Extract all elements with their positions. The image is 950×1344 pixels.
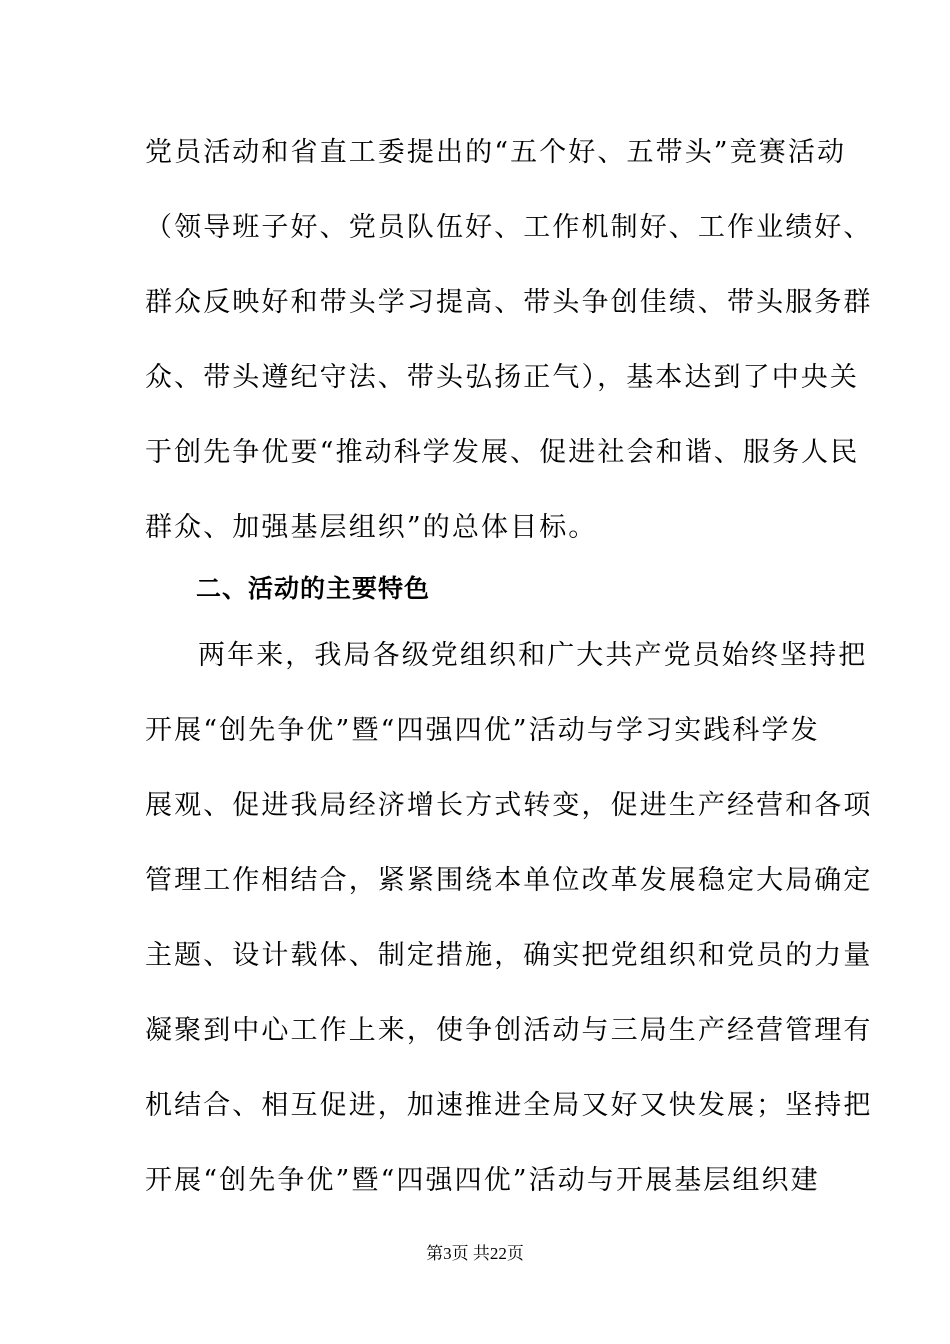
paragraph-line: 凝聚到中心工作上来，使争创活动与三局生产经营管理有 <box>145 1015 873 1046</box>
section-heading: 二、活动的主要特色 <box>196 574 431 603</box>
paragraph-line: 于创先争优要“推动科学发展、促进社会和谐、服务人民 <box>145 437 860 468</box>
paragraph-line: （领导班子好、党员队伍好、工作机制好、工作业绩好、 <box>145 212 873 243</box>
paragraph-line: 群众、加强基层组织”的总体目标。 <box>145 512 598 543</box>
paragraph-line: 展观、促进我局经济增长方式转变，促进生产经营和各项 <box>145 790 873 821</box>
paragraph-line: 开展“创先争优”暨“四强四优”活动与开展基层组织建 <box>145 1165 820 1196</box>
paragraph-line: 机结合、相互促进，加速推进全局又好又快发展；坚持把 <box>145 1090 873 1121</box>
paragraph-line: 开展“创先争优”暨“四强四优”活动与学习实践科学发 <box>145 715 820 746</box>
page-number-footer: 第3页 共22页 <box>426 1244 524 1263</box>
paragraph-line: 管理工作相结合，紧紧围绕本单位改革发展稳定大局确定 <box>145 865 873 896</box>
paragraph-line: 众、带头遵纪守法、带头弘扬正气），基本达到了中央关 <box>145 362 859 393</box>
paragraph-line: 主题、设计载体、制定措施，确实把党组织和党员的力量 <box>145 940 873 971</box>
paragraph-line: 两年来，我局各级党组织和广大共产党员始终坚持把 <box>198 640 868 671</box>
paragraph-line: 群众反映好和带头学习提高、带头争创佳绩、带头服务群 <box>145 287 873 318</box>
paragraph-line: 党员活动和省直工委提出的“五个好、五带头”竞赛活动 <box>145 137 847 168</box>
